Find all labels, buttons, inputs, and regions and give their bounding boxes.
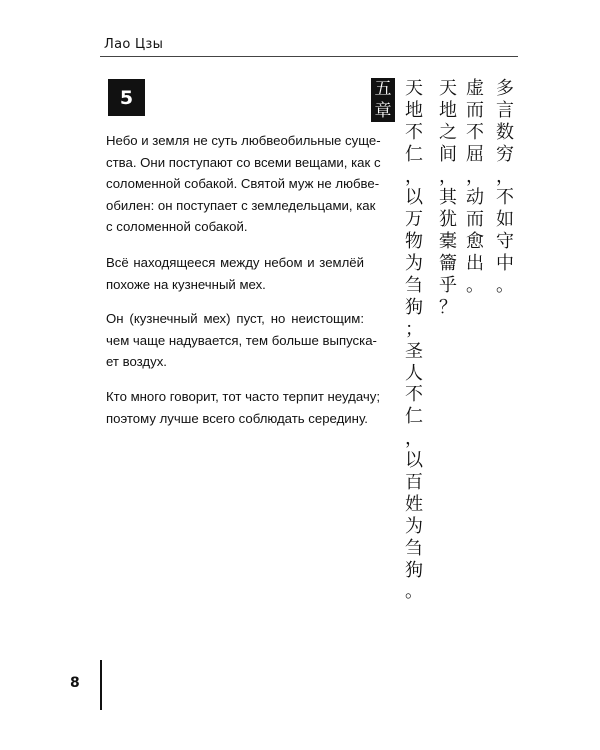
chinese-char: 刍 [405,275,423,297]
text-line: Он (кузнечный мех) пуст, но неистощим: [106,311,364,327]
chinese-char: 以 [405,450,423,472]
chinese-char: 乎 [439,275,457,297]
chinese-char: 狗 [405,296,423,318]
chinese-char: 万 [405,209,423,231]
text-line: чем чаще надувается, тем больше выпуска- [106,332,377,348]
paragraph-4 [106,386,381,429]
chinese-char: 出 [466,253,484,275]
text-line: поэтому лучше всего соблюдать середину. [106,410,368,426]
chinese-char: ， [466,165,484,187]
chinese-char: 数 [496,121,514,143]
chinese-char: 百 [405,472,423,494]
chinese-char: ， [405,428,423,450]
text-line: соломенной собакой. Святой муж не любве- [106,176,380,192]
chinese-char: 仁 [405,143,423,165]
chinese-char: 多 [496,78,514,99]
chinese-char: 虚 [466,78,484,99]
text-line: ства. Они поступают со всеми вещами, как с [106,154,381,170]
chinese-char: 犹 [439,209,457,231]
chinese-char: ？ [439,296,457,318]
chinese-char: 物 [405,231,423,253]
chinese-char: ， [439,165,457,187]
chinese-char: 为 [405,253,423,275]
chinese-char: 姓 [405,493,423,515]
text-line: Кто много говорит, тот часто терпит неудачу; [106,388,381,404]
chinese-char: 地 [405,99,423,121]
chinese-char: 不 [405,121,423,143]
russian-text [106,130,381,442]
chinese-char: 圣 [405,340,423,362]
chinese-char: 地 [439,99,457,121]
text-line: Небо и земля не суть любвеобильные суще- [106,133,381,148]
chinese-char: 狗 [405,559,423,581]
chinese-char: 而 [466,209,484,231]
chinese-char: 天 [439,78,457,99]
chinese-char: 刍 [405,537,423,559]
page-number-frame [58,660,102,710]
chinese-char: 而 [466,99,484,121]
text-line: похоже на кузнечный мех. [106,276,266,292]
chinese-char: 人 [405,362,423,384]
chinese-char: 仁 [405,406,423,428]
chinese-char: 动 [466,187,484,209]
chinese-chapter-title [371,78,395,122]
paragraph-1 [106,130,381,238]
chinese-column-1 [402,78,426,603]
chinese-column-4 [493,78,517,297]
chinese-char: 穷 [496,143,514,165]
running-head-author: Лао Цзы [104,37,164,52]
text-line: с соломенной собакой. [106,219,248,235]
text-line: ет воздух. [106,354,167,370]
chinese-char: 不 [496,187,514,209]
chinese-column-2 [436,78,460,319]
paragraph-2 [106,252,364,295]
chinese-char: 橐 [439,231,457,253]
chinese-char: 守 [496,231,514,253]
chinese-char: 愈 [466,231,484,253]
chinese-char: 。 [405,581,423,603]
paragraph-3 [106,308,377,373]
chinese-char: 为 [405,515,423,537]
chinese-char: 以 [405,187,423,209]
chinese-char: ， [405,165,423,187]
chapter-number: 5 [119,86,134,109]
title-char: 章 [374,101,392,121]
chinese-column-3 [463,78,487,297]
chinese-char: 不 [405,384,423,406]
text-line: обилен: он поступает с земледельцами, как [106,197,376,213]
chinese-char: 天 [405,78,423,99]
chinese-char: 如 [496,209,514,231]
chinese-char: ； [405,318,423,340]
title-char: 五 [374,79,392,99]
chinese-char: 言 [496,99,514,121]
chinese-char: 屈 [466,143,484,165]
chinese-char: 中 [496,253,514,275]
chinese-char: 籥 [439,253,457,275]
page-number: 8 [70,675,80,691]
chinese-char: ， [496,165,514,187]
chapter-number-box [108,79,145,116]
header-rule [100,56,518,57]
chinese-char: 。 [466,275,484,297]
text-line: Всё находящееся между небом и землёй [106,254,364,270]
chinese-char: 间 [439,143,457,165]
chinese-char: 其 [439,187,457,209]
chinese-char: 之 [439,121,457,143]
chinese-char: 不 [466,121,484,143]
chinese-char: 。 [496,275,514,297]
